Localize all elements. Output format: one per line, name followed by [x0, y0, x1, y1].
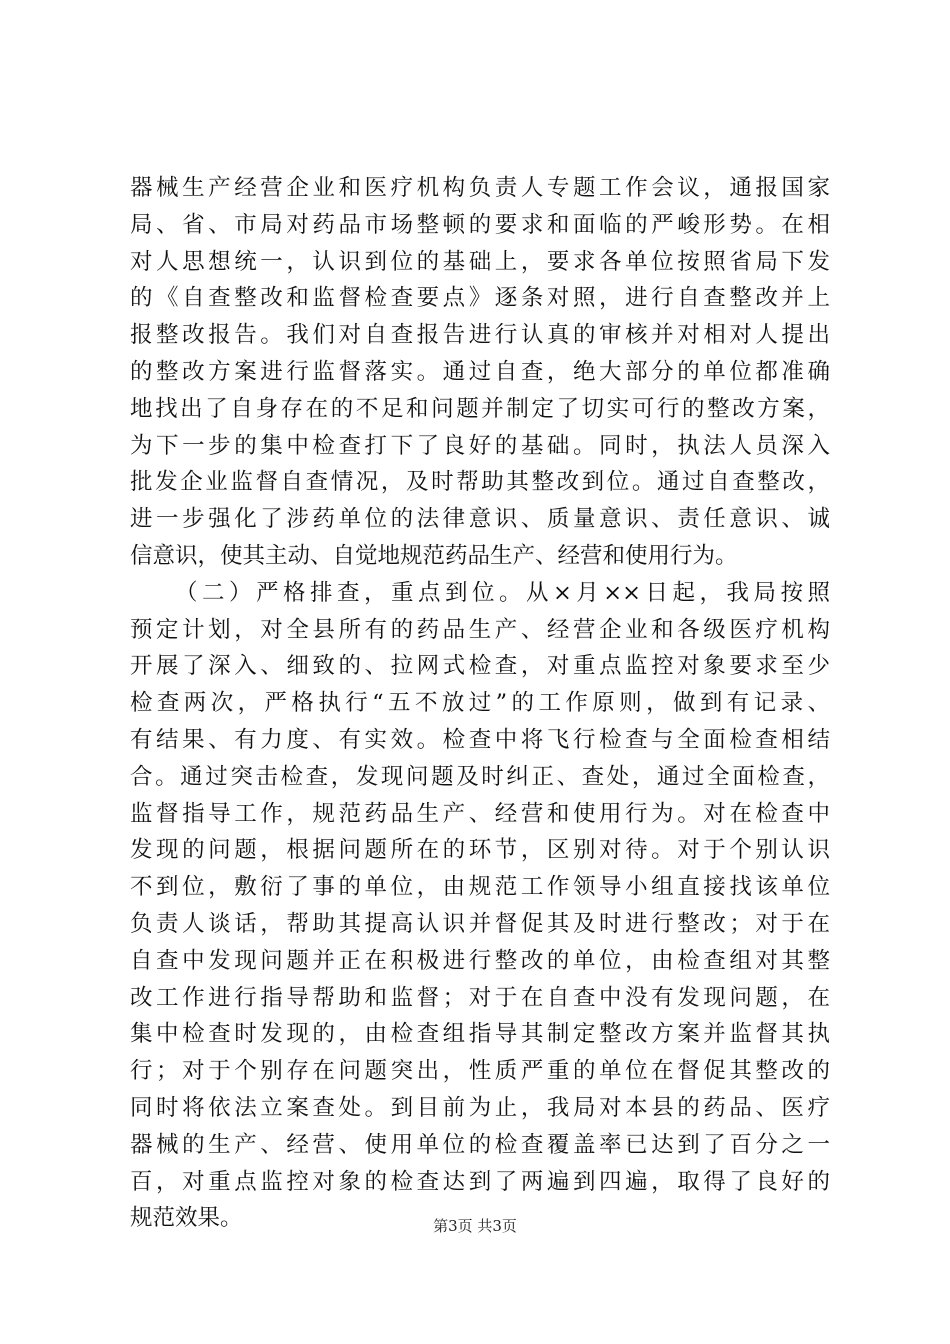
text-line: 报整改报告。我们对自查报告进行认真的审核并对相对人提出	[130, 322, 830, 349]
text-line: 开展了深入、细致的、拉网式检查，对重点监控对象要求至少	[130, 653, 830, 680]
text-line: 有结果、有力度、有实效。检查中将飞行检查与全面检查相结	[130, 726, 830, 753]
text-line: 检查两次，严格执行“五不放过”的工作原则，做到有记录、	[130, 690, 830, 717]
text-line: 行；对于个别存在问题突出，性质严重的单位在督促其整改的	[130, 1058, 830, 1085]
text-line: 局、省、市局对药品市场整顿的要求和面临的严峻形势。在相	[130, 211, 830, 238]
text-line: 地找出了自身存在的不足和问题并制定了切实可行的整改方案，	[130, 395, 830, 422]
text-line: 不到位，敷衍了事的单位，由规范工作领导小组直接找该单位	[130, 874, 830, 901]
text-line: 发现的问题，根据问题所在的环节，区别对待。对于个别认识	[130, 837, 830, 864]
text-line: 百，对重点监控对象的检查达到了两遍到四遍，取得了良好的	[130, 1168, 830, 1195]
text-line: 的《自查整改和监督检查要点》逐条对照，进行自查整改并上	[130, 285, 830, 312]
text-line: 为下一步的集中检查打下了良好的基础。同时，执法人员深入	[130, 432, 830, 459]
text-line: 自查中发现问题并正在积极进行整改的单位，由检查组对其整	[130, 947, 830, 974]
text-line: 规范效果。	[130, 1205, 243, 1232]
text-line: 进一步强化了涉药单位的法律意识、质量意识、责任意识、诚	[130, 506, 830, 533]
text-line: 同时将依法立案查处。到目前为止，我局对本县的药品、医疗	[130, 1094, 830, 1121]
text-line: 合。通过突击检查，发现问题及时纠正、查处，通过全面检查，	[130, 763, 830, 790]
page-number-footer: 第3页 共3页	[433, 1217, 517, 1235]
text-line: 预定计划，对全县所有的药品生产、经营企业和各级医疗机构	[130, 616, 830, 643]
body-text	[130, 170, 830, 1237]
paragraph-start-line: （二）严格排查，重点到位。从×月××日起，我局按照	[175, 579, 830, 606]
text-line: 对人思想统一，认识到位的基础上，要求各单位按照省局下发	[130, 248, 830, 275]
text-line: 监督指导工作，规范药品生产、经营和使用行为。对在检查中	[130, 800, 830, 827]
text-line: 的整改方案进行监督落实。通过自查，绝大部分的单位都准确	[130, 358, 830, 385]
text-line: 集中检查时发现的，由检查组指导其制定整改方案并监督其执	[130, 1021, 830, 1048]
text-line: 负责人谈话，帮助其提高认识并督促其及时进行整改；对于在	[130, 910, 830, 937]
text-line: 器械生产经营企业和医疗机构负责人专题工作会议，通报国家	[130, 175, 830, 201]
text-line: 批发企业监督自查情况，及时帮助其整改到位。通过自查整改，	[130, 469, 830, 496]
text-line: 器械的生产、经营、使用单位的检查覆盖率已达到了百分之一	[130, 1131, 830, 1158]
text-line: 信意识，使其主动、自觉地规范药品生产、经营和使用行为。	[130, 542, 738, 569]
text-line: 改工作进行指导帮助和监督；对于在自查中没有发现问题，在	[130, 984, 830, 1011]
